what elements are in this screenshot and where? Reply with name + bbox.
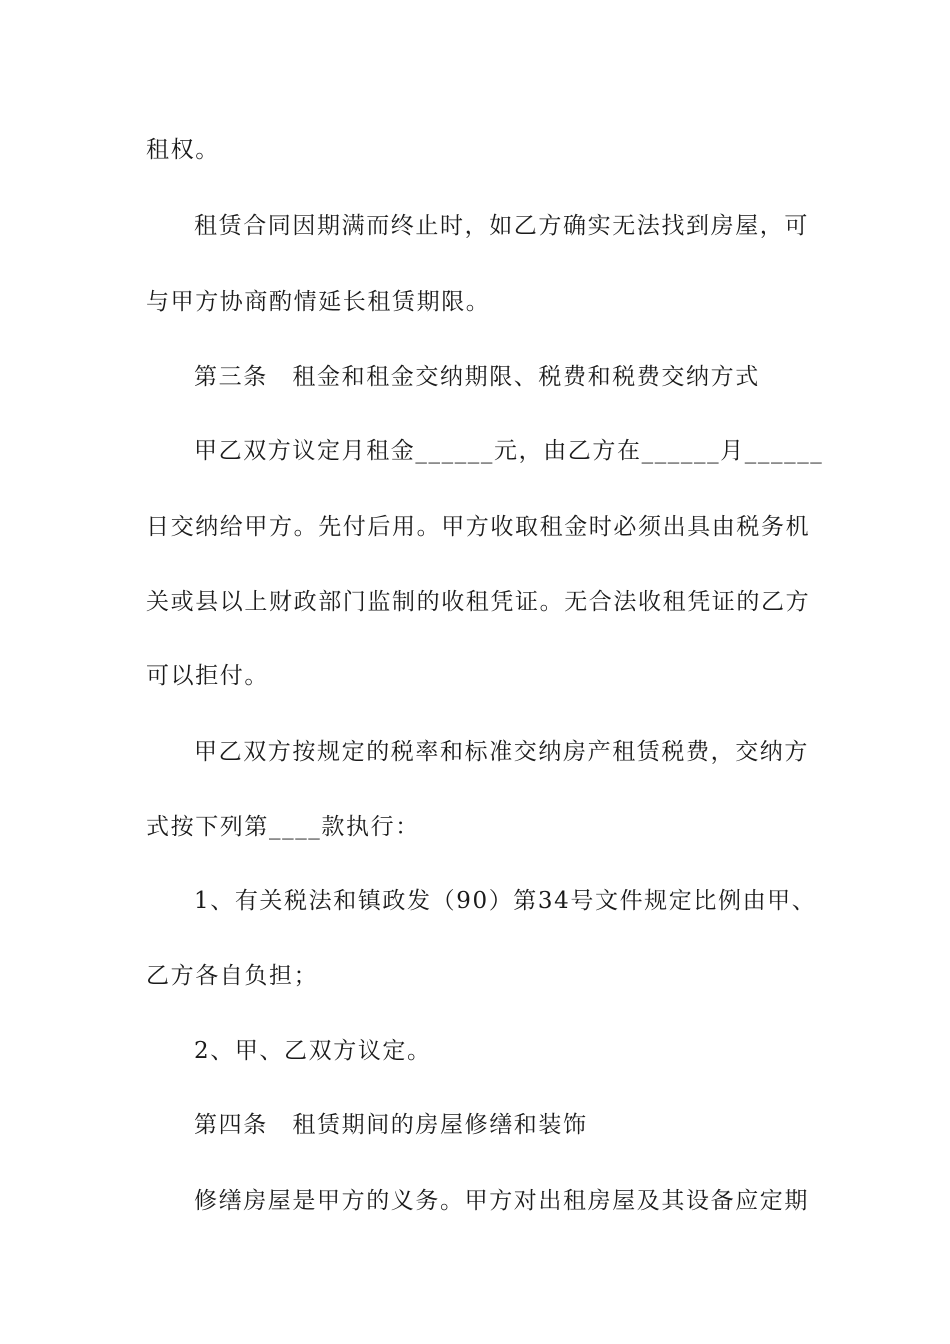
paragraph-line: 甲乙双方按规定的税率和标准交纳房产租赁税费，交纳方	[194, 739, 809, 765]
list-item: 2、甲、乙双方议定。	[194, 1038, 432, 1064]
paragraph-line: 租权。	[146, 137, 220, 163]
paragraph-line: 修缮房屋是甲方的义务。甲方对出租房屋及其设备应定期	[194, 1188, 809, 1214]
paragraph-line: 式按下列第____款执行：	[146, 814, 420, 840]
paragraph-line: 可以拒付。	[146, 663, 269, 689]
article-heading: 第三条 租金和租金交纳期限、税费和税费交纳方式	[194, 364, 760, 390]
paragraph-line: 租赁合同因期满而终止时，如乙方确实无法找到房屋，可	[194, 213, 809, 239]
article-heading: 第四条 租赁期间的房屋修缮和装饰	[194, 1112, 588, 1138]
paragraph-line: 与甲方协商酌情延长租赁期限。	[146, 289, 491, 315]
paragraph-line: 乙方各自负担；	[146, 963, 319, 989]
paragraph-line: 甲乙双方议定月租金______元，由乙方在______月______	[194, 438, 824, 464]
paragraph-line: 关或县以上财政部门监制的收租凭证。无合法收租凭证的乙方	[146, 589, 811, 615]
paragraph-line: 日交纳给甲方。先付后用。甲方收取租金时必须出具由税务机	[146, 514, 811, 540]
list-item: 1、有关税法和镇政发（90）第34号文件规定比例由甲、	[194, 888, 817, 914]
